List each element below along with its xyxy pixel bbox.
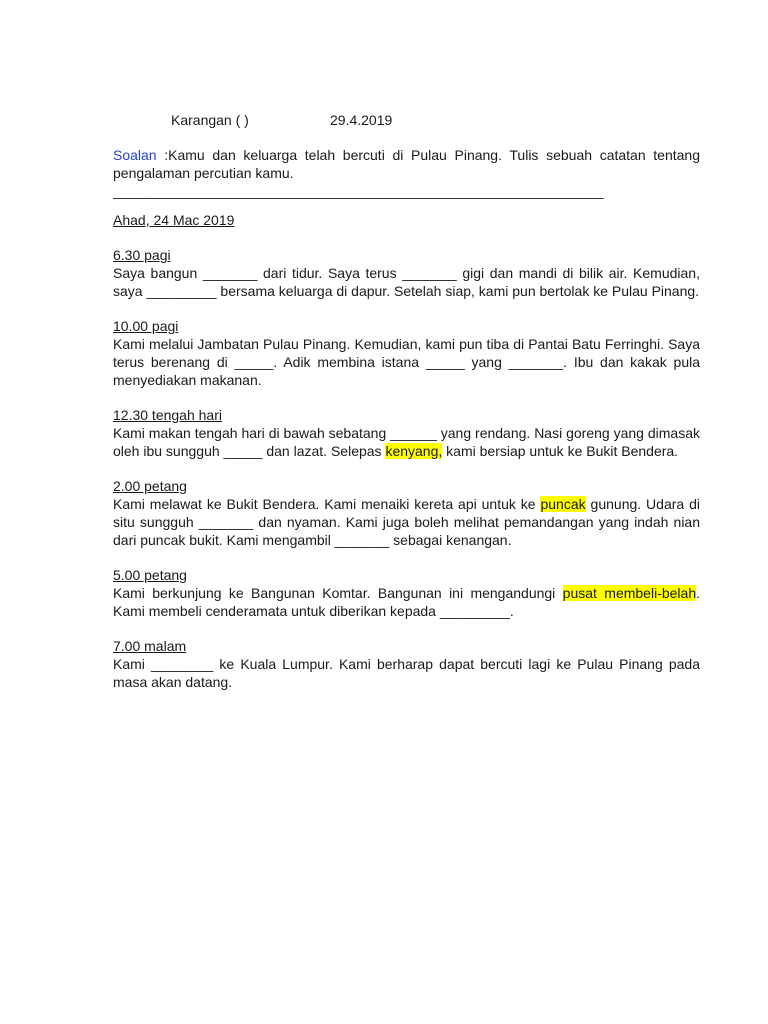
question-text: :Kamu dan keluarga telah bercuti di Pulau Pinang. Tulis sebuah catatan tentang pengalaman percutian kamu.	[113, 147, 700, 181]
entry-1700	[113, 566, 700, 620]
entry-text: Saya bangun _______ dari tidur. Saya terus _______ gigi dan mandi di bilik air. Kemudian, saya _________ bersama keluarga di dapur. Setelah siap, kami pun bertolak ke Pulau Pinang.	[113, 265, 700, 299]
essay-title: Karangan ( )	[171, 112, 249, 128]
entry-text-before: Kami makan tengah hari di bawah sebatang ______ yang rendang. Nasi goreng yang dimasak oleh ibu sungguh _____ dan lazat. Selepas	[113, 425, 700, 459]
entry-text	[113, 584, 700, 620]
entry-text-after: gunung. Udara di situ sungguh _______ dan nyaman. Kami juga boleh melihat pemandangan yang indah nian dari puncak bukit. Kami mengambil _______ sebagai kenangan.	[113, 496, 700, 548]
diary-date: Ahad, 24 Mac 2019	[113, 212, 235, 228]
entry-time: 6.30 pagi	[113, 247, 171, 263]
entry-text: Kami ________ ke Kuala Lumpur. Kami berharap dapat bercuti lagi ke Pulau Pinang pada masa akan datang.	[113, 656, 700, 690]
entry-text-after: kami bersiap untuk ke Bukit Bendera.	[442, 443, 679, 459]
highlighted-word: puncak	[540, 496, 586, 512]
highlighted-word: kenyang,	[385, 443, 443, 459]
entry-time: 5.00 petang	[113, 567, 187, 583]
entry-text	[113, 424, 700, 460]
entry-time: 2.00 petang	[113, 478, 187, 494]
entry-0630	[113, 246, 700, 300]
question-paragraph	[113, 146, 700, 182]
entry-1000	[113, 317, 700, 389]
entry-time: 10.00 pagi	[113, 318, 179, 334]
essay-date: 29.4.2019	[330, 112, 393, 128]
entry-time: 7.00 malam	[113, 638, 187, 654]
highlighted-word: pusat membeli-belah	[562, 585, 697, 601]
entry-1400	[113, 477, 700, 549]
entry-1230	[113, 406, 700, 460]
entry-text	[113, 495, 700, 549]
entry-text-before: Kami berkunjung ke Bangunan Komtar. Bangunan ini mengandungi	[113, 585, 563, 601]
document-body	[113, 146, 700, 691]
entry-text-before: Kami melawat ke Bukit Bendera. Kami menaiki kereta api untuk ke	[113, 496, 541, 512]
separator-line: _______________________________________________________________	[113, 183, 604, 199]
entry-time: 12.30 tengah hari	[113, 407, 222, 423]
question-label: Soalan	[113, 147, 157, 163]
entry-text: Kami melalui Jambatan Pulau Pinang. Kemudian, kami pun tiba di Pantai Batu Ferringhi. Saya terus berenang di _____. Adik membina istana _____ yang _______. Ibu dan kakak pula menyediakan makanan.	[113, 336, 700, 388]
entry-1900	[113, 637, 700, 691]
entry-text-after: . Kami membeli cenderamata untuk diberikan kepada _________.	[113, 585, 700, 619]
